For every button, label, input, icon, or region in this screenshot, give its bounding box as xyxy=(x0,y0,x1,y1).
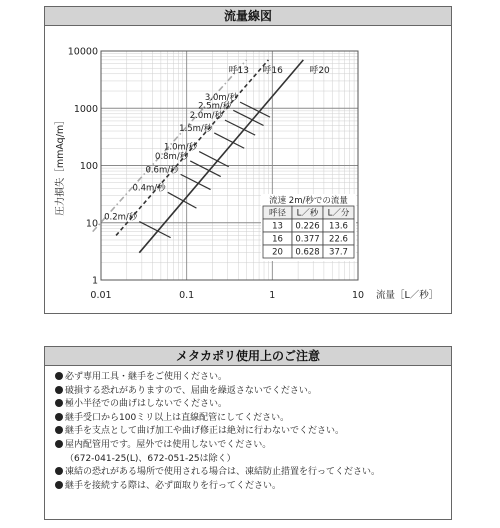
table-header-text: 呼径 xyxy=(268,208,287,219)
notice-title: メタカポリ使用上のご注意 xyxy=(45,347,451,366)
notice-item: 極小半径での曲げはしないでください。 xyxy=(55,398,451,412)
bullet-icon xyxy=(55,426,63,434)
notice-item: 屋内配管用です。屋外では使用しないでください。 xyxy=(55,439,451,453)
y-axis-label: 圧力損失［mmAq/m］ xyxy=(55,115,66,216)
velocity-label: 1.5m/秒 xyxy=(179,123,213,134)
flow-chart xyxy=(45,7,451,313)
notice-item: 継手受口から100ミリ以上は直線配管にしてください。 xyxy=(55,412,451,426)
velocity-label: 2.0m/秒 xyxy=(189,111,223,122)
series-label: 呼20 xyxy=(309,65,330,76)
table-cell-text: 13.6 xyxy=(329,221,348,232)
table-cell-text: 0.377 xyxy=(295,234,320,245)
velocity-label: 0.4m/秒 xyxy=(132,183,166,194)
notice-item: 必ず専用工具・継手をご使用ください。 xyxy=(55,371,451,385)
table-cell-text: 20 xyxy=(272,247,283,258)
table-cell-text: 0.628 xyxy=(295,247,320,258)
y-tick-label: 10 xyxy=(85,218,98,230)
x-axis-label: 流量［L／秒］ xyxy=(376,290,439,301)
velocity-label: 0.8m/秒 xyxy=(155,151,189,162)
bullet-icon xyxy=(55,413,63,421)
usage-notice-panel xyxy=(44,346,452,520)
y-tick-label: 100 xyxy=(79,161,98,172)
bullet-icon xyxy=(55,372,63,380)
notice-item: 継手を支点として曲げ加工や曲げ修正は絶対に行わないでください。 xyxy=(55,425,451,439)
notice-item: 凍結の恐れがある場所で使用される場合は、凍結防止措置を行ってください。 xyxy=(55,466,451,480)
x-tick-label: 0.1 xyxy=(179,290,195,301)
bullet-icon xyxy=(55,481,63,489)
flow-chart-panel xyxy=(44,6,452,314)
series-label: 呼16 xyxy=(262,65,283,76)
y-tick-label: 10000 xyxy=(67,46,98,58)
bullet-icon xyxy=(55,399,63,407)
table-cell-text: 22.6 xyxy=(329,234,348,245)
velocity-label: 0.6m/秒 xyxy=(145,165,179,176)
table-cell-text: 0.226 xyxy=(295,221,320,232)
flow-chart-title: 流量線図 xyxy=(45,7,451,26)
table-title: 流速 2m/秒での流量 xyxy=(269,196,348,206)
y-tick-label: 1 xyxy=(91,275,98,287)
velocity-label: 3.0m/秒 xyxy=(204,93,239,104)
notice-item: 破損する恐れがありますので、屈曲を繰返さないでください。 xyxy=(55,385,451,399)
velocity-label: 1.0m/秒 xyxy=(164,142,198,153)
notice-item: 継手を接続する際は、必ず面取りを行ってください。 xyxy=(55,480,451,494)
velocity-label: 0.2m/秒 xyxy=(104,212,138,223)
x-tick-label: 0.01 xyxy=(90,290,112,301)
notice-list xyxy=(45,366,451,493)
x-tick-label: 1 xyxy=(269,290,276,301)
table-header-text: L／分 xyxy=(327,208,350,219)
bullet-icon xyxy=(55,467,63,475)
x-tick-label: 10 xyxy=(351,290,365,301)
table-cell-text: 37.7 xyxy=(329,247,348,258)
bullet-icon xyxy=(55,440,63,448)
series-label: 呼13 xyxy=(228,65,249,76)
table-cell-text: 13 xyxy=(272,221,283,232)
table-header-text: L／秒 xyxy=(296,208,319,219)
velocity-label: 2.5m/秒 xyxy=(198,101,232,112)
y-tick-label: 1000 xyxy=(73,103,98,115)
flow-rate-table xyxy=(261,194,356,261)
notice-note: （672-041-25(L)、672-051-25は除く） xyxy=(65,453,236,464)
table-cell-text: 16 xyxy=(272,234,283,245)
bullet-icon xyxy=(55,386,63,394)
